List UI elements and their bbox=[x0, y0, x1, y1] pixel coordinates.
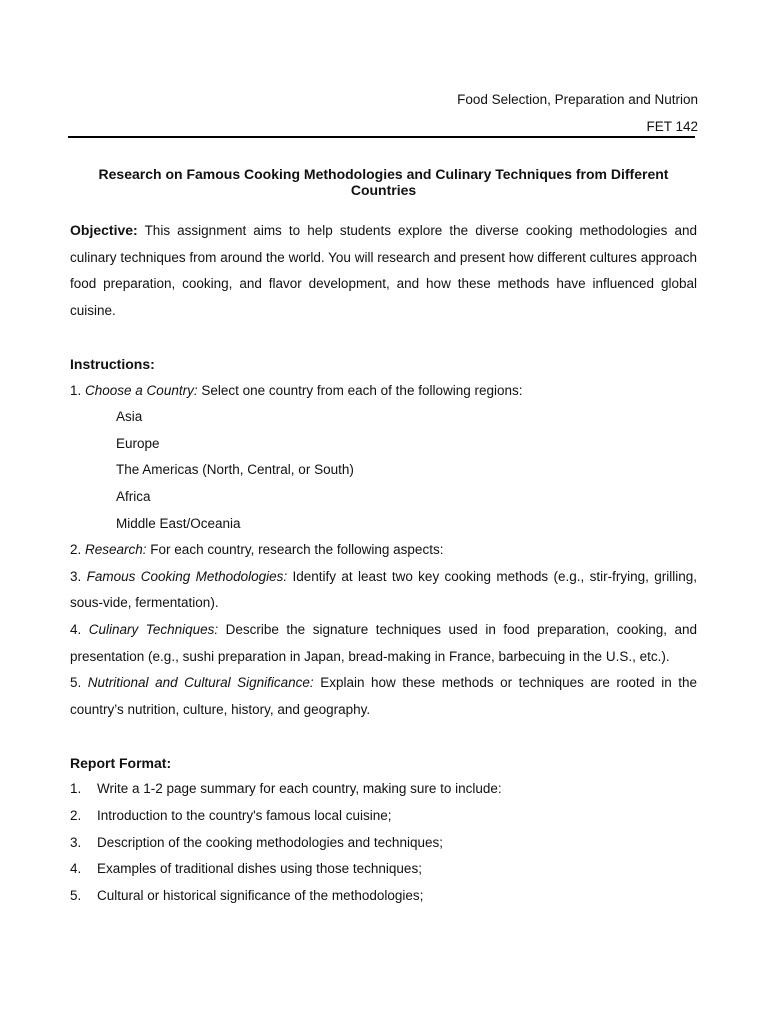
list-number: 5. bbox=[70, 887, 82, 903]
instruction-number: 5. bbox=[70, 675, 88, 691]
instruction-item-5 bbox=[70, 670, 697, 723]
instruction-label: Famous Cooking Methodologies: bbox=[86, 568, 288, 584]
instruction-text: Describe the signature techniques used in food preparation, cooking, and presentation (e.g., sushi preparation in Japan, bread-making in France, barbecuing in the U.S., etc.). bbox=[70, 621, 698, 664]
list-item bbox=[70, 856, 697, 883]
instruction-item-2 bbox=[70, 537, 697, 564]
list-number: 4. bbox=[70, 861, 82, 877]
instruction-label: Research: bbox=[85, 542, 147, 558]
list-item bbox=[70, 883, 697, 910]
document-body bbox=[70, 217, 697, 909]
region-list bbox=[70, 404, 697, 537]
instruction-item-1 bbox=[70, 378, 697, 405]
instruction-text: Identify at least two key cooking methods (e.g., stir-frying, grilling, sous-vide, fermentation). bbox=[70, 568, 698, 611]
report-format-list bbox=[70, 776, 697, 909]
objective-label: Objective: bbox=[70, 222, 138, 238]
document-title: Research on Famous Cooking Methodologies and Culinary Techniques from Different Countries bbox=[98, 166, 669, 198]
list-number: 3. bbox=[70, 834, 82, 850]
region-item: Middle East/Oceania bbox=[116, 515, 241, 531]
list-text: Introduction to the country's famous local cuisine; bbox=[97, 808, 392, 824]
instruction-number: 2. bbox=[70, 542, 86, 558]
region-item: The Americas (North, Central, or South) bbox=[116, 462, 354, 478]
list-text: Description of the cooking methodologies and techniques; bbox=[97, 834, 443, 850]
instruction-item-4 bbox=[70, 617, 697, 670]
document-header bbox=[457, 87, 698, 140]
instruction-item-3 bbox=[70, 564, 697, 617]
region-item: Africa bbox=[116, 488, 151, 504]
course-name: Food Selection, Preparation and Nutrion bbox=[457, 92, 698, 107]
instruction-number: 1. bbox=[70, 382, 86, 398]
list-text: Write a 1-2 page summary for each country, making sure to include: bbox=[97, 781, 502, 797]
list-text: Examples of traditional dishes using those techniques; bbox=[97, 861, 422, 877]
course-code: FET 142 bbox=[646, 118, 698, 134]
list-number: 1. bbox=[70, 781, 82, 797]
region-item: Asia bbox=[116, 409, 143, 425]
instructions-heading: Instructions: bbox=[70, 355, 155, 372]
list-number: 2. bbox=[70, 808, 82, 824]
report-format-heading: Report Format: bbox=[70, 754, 172, 771]
instruction-number: 4. bbox=[70, 621, 89, 637]
region-item: Europe bbox=[116, 435, 160, 451]
list-item bbox=[70, 803, 697, 830]
list-item bbox=[70, 776, 697, 803]
instruction-label: Culinary Techniques: bbox=[88, 621, 219, 637]
instruction-text: Select one country from each of the following regions: bbox=[197, 382, 523, 398]
objective-paragraph bbox=[70, 217, 697, 324]
instruction-number: 3. bbox=[70, 568, 87, 584]
list-text: Cultural or historical significance of the methodologies; bbox=[97, 887, 424, 903]
list-item bbox=[70, 830, 697, 857]
instruction-text: For each country, research the following aspects: bbox=[146, 542, 444, 558]
objective-text: This assignment aims to help students explore the diverse cooking methodologies and culinary techniques from around the world. You will research and present how different cultures approach food preparation, cooking, and flavor development, and how these methods have influenced global cuisine. bbox=[70, 223, 697, 318]
instruction-text: Explain how these methods or techniques are rooted in the country’s nutrition, culture, history, and geography. bbox=[70, 675, 697, 717]
instruction-label: Nutritional and Cultural Significance: bbox=[87, 675, 314, 691]
instruction-label: Choose a Country: bbox=[85, 382, 198, 398]
header-rule bbox=[68, 136, 695, 138]
